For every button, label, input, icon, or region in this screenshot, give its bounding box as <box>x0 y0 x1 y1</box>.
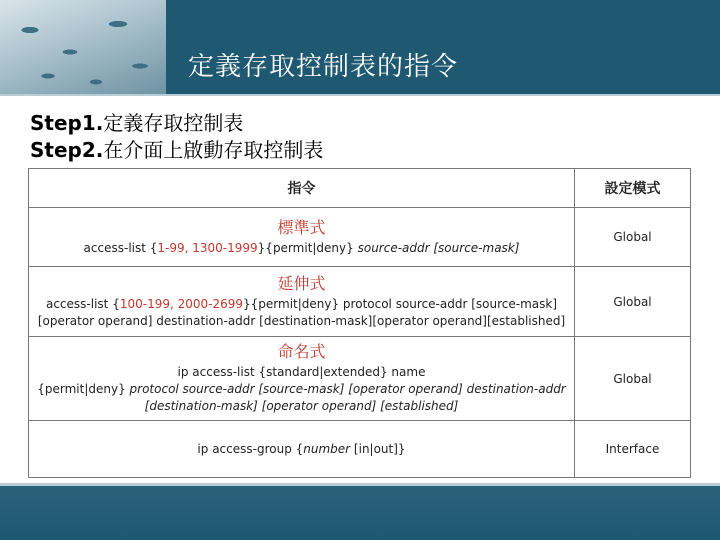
table-row-access-group <box>29 421 691 478</box>
syntax-number-range: 1-99, 1300-1999 <box>157 240 258 255</box>
syntax-named-line-3: [destination-mask] [operator operand] [established] <box>144 399 459 413</box>
syntax-named-line-2 <box>35 381 568 398</box>
syntax-params: protocol source-addr [source-mask] [operator operand] destination-addr <box>129 382 566 396</box>
syntax-text: {permit|deny} <box>37 382 130 396</box>
command-cell-access-group <box>29 421 575 478</box>
steps-list <box>30 110 323 164</box>
command-cell-extended <box>29 267 575 337</box>
syntax-extended-line-1 <box>35 296 568 313</box>
table-row-named <box>29 337 691 421</box>
mode-cell-access-group: Interface <box>575 421 691 478</box>
header-fish-photo <box>0 0 166 94</box>
syntax-standard <box>35 240 568 257</box>
mode-cell-standard: Global <box>575 208 691 267</box>
syntax-text: }{permit|deny} protocol source-addr [source-mask] <box>243 296 558 311</box>
header-mode: 設定模式 <box>575 169 691 208</box>
syntax-extended-line-2: [operator operand] destination-addr [destination-mask][operator operand][established] <box>37 313 566 328</box>
table-row-standard <box>29 208 691 267</box>
syntax-access-group <box>35 441 568 458</box>
command-table <box>28 168 691 478</box>
syntax-number-range: 100-199, 2000-2699 <box>119 296 244 311</box>
syntax-text: }{permit|deny} <box>257 240 358 255</box>
header-command: 指令 <box>29 169 575 208</box>
syntax-params: number <box>303 441 351 456</box>
step-2-text: 在介面上啟動存取控制表 <box>103 138 324 162</box>
table-row-extended <box>29 267 691 337</box>
mode-cell-extended: Global <box>575 267 691 337</box>
command-cell-standard <box>29 208 575 267</box>
step-1-text: 定義存取控制表 <box>103 111 244 135</box>
command-cell-named <box>29 337 575 421</box>
category-extended: 延伸式 <box>277 273 326 293</box>
step-1 <box>30 110 323 137</box>
step-2 <box>30 137 323 164</box>
mode-cell-named: Global <box>575 337 691 421</box>
category-standard: 標準式 <box>277 217 326 237</box>
table-header-row <box>29 169 691 208</box>
footer-band <box>0 486 720 540</box>
step-2-label: Step2. <box>30 138 104 162</box>
step-1-label: Step1. <box>30 111 104 135</box>
header-divider <box>0 94 720 96</box>
syntax-text: access-list { <box>83 240 158 255</box>
syntax-named-line-1: ip access-list {standard|extended} name <box>177 365 426 379</box>
syntax-text: ip access-group { <box>197 441 304 456</box>
slide-title: 定義存取控制表的指令 <box>188 52 459 82</box>
syntax-params: source-addr [source-mask] <box>357 240 520 255</box>
category-named: 命名式 <box>277 342 326 361</box>
syntax-text: access-list { <box>45 296 120 311</box>
syntax-text: [in|out]} <box>350 441 406 456</box>
